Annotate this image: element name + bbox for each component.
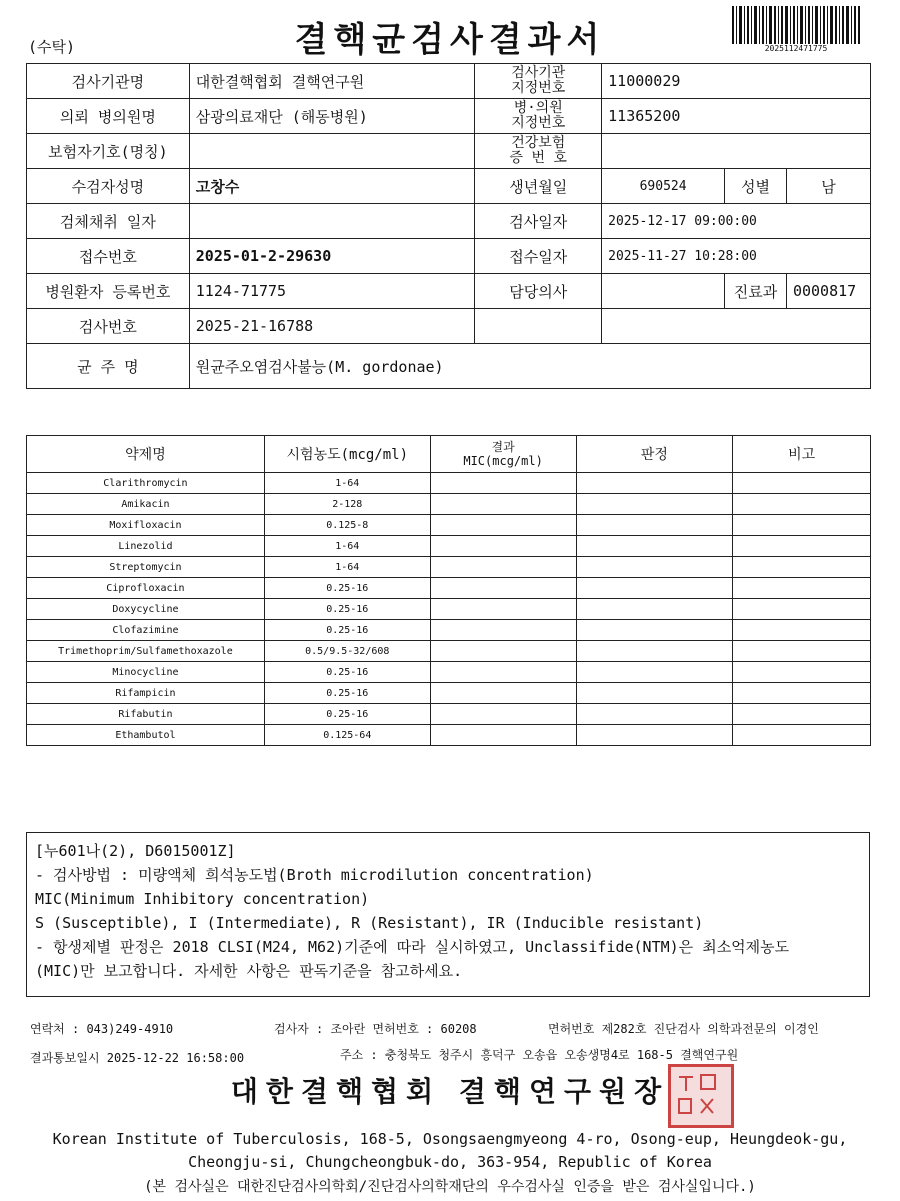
drug-cell-drug: Rifampicin [27, 683, 265, 704]
note-line: - 검사방법 : 미량액체 희석농도법(Broth microdilution concentration) [35, 866, 594, 884]
drug-cell-note [733, 494, 871, 515]
hosp-no: 11365200 [602, 99, 871, 134]
inst-no-label: 검사기관 지정번호 [475, 64, 602, 99]
birth-date: 690524 [602, 169, 725, 204]
drug-cell-judge [576, 578, 733, 599]
drug-cell-drug: Doxycycline [27, 599, 265, 620]
drug-cell-conc: 0.5/9.5-32/608 [264, 641, 430, 662]
english-address-1: Korean Institute of Tuberculosis, 168-5, Osongsaengmyeong 4-ro, Osong-eup, Heungdeok-gu, [52, 1130, 848, 1148]
drug-cell-judge [576, 599, 733, 620]
drug-table-header: 시험농도(mcg/ml) [264, 436, 430, 473]
sex: 남 [786, 169, 870, 204]
drug-cell-conc: 2-128 [264, 494, 430, 515]
table-row [27, 557, 871, 578]
institute-name: 대한결핵협회 결핵연구원장 [230, 1075, 670, 1108]
address: 주소 : 충청북도 청주시 흥덕구 오송읍 오송생명4로 168-5 결핵연구원 [340, 1048, 739, 1062]
hosp-no-label: 병·의원 지정번호 [475, 99, 602, 134]
note-line: S (Susceptible), I (Intermediate), R (Resistant), IR (Inducible resistant) [35, 914, 704, 932]
drug-table [26, 435, 871, 746]
drug-cell-note [733, 683, 871, 704]
drug-cell-note [733, 599, 871, 620]
drug-cell-conc: 0.125-64 [264, 725, 430, 746]
req-hosp-label: 의뢰 병의원명 [27, 99, 190, 134]
inst-name-label: 검사기관명 [27, 64, 190, 99]
drug-cell-mic [430, 599, 576, 620]
drug-table-header: 결과 MIC(mcg/ml) [430, 436, 576, 473]
table-row [27, 641, 871, 662]
drug-cell-note [733, 620, 871, 641]
note-line: [누601나(2), D6015001Z] [35, 842, 236, 860]
test-date-label: 검사일자 [475, 204, 602, 239]
table-row [27, 704, 871, 725]
table-row [27, 620, 871, 641]
drug-cell-drug: Amikacin [27, 494, 265, 515]
sex-label: 성별 [725, 169, 787, 204]
notes-box [26, 832, 870, 997]
drug-cell-drug: Ciprofloxacin [27, 578, 265, 599]
drug-cell-judge [576, 557, 733, 578]
drug-cell-conc: 1-64 [264, 557, 430, 578]
table-row [27, 725, 871, 746]
drug-cell-mic [430, 641, 576, 662]
drug-cell-note [733, 515, 871, 536]
drug-cell-conc: 1-64 [264, 473, 430, 494]
strain-label: 균 주 명 [27, 344, 190, 389]
reg-no: 1124-71775 [189, 274, 475, 309]
receipt-date: 2025-11-27 10:28:00 [602, 239, 871, 274]
drug-cell-mic [430, 494, 576, 515]
inst-name: 대한결핵협회 결핵연구원 [189, 64, 475, 99]
drug-cell-drug: Moxifloxacin [27, 515, 265, 536]
english-address-2: Cheongju-si, Chungcheongbuk-do, 363-954, Republic of Korea [188, 1153, 712, 1171]
drug-cell-mic [430, 725, 576, 746]
table-row [27, 683, 871, 704]
examiner: 검사자 : 조아란 면허번호 : 60208 [274, 1022, 477, 1036]
drug-cell-judge [576, 662, 733, 683]
drug-cell-judge [576, 536, 733, 557]
report-date: 결과통보일시 2025-12-22 16:58:00 [30, 1051, 245, 1065]
test-no-label: 검사번호 [27, 309, 190, 344]
document-tag: (수탁) [28, 38, 76, 56]
drug-cell-drug: Streptomycin [27, 557, 265, 578]
strain-name: 원균주오염검사불능(M. gordonae) [189, 344, 870, 389]
drug-cell-judge [576, 704, 733, 725]
drug-cell-mic [430, 578, 576, 599]
table-row [27, 473, 871, 494]
drug-table-header: 비고 [733, 436, 871, 473]
drug-cell-note [733, 536, 871, 557]
table-row [27, 536, 871, 557]
table-row [27, 599, 871, 620]
barcode-icon [732, 6, 860, 44]
receipt-no: 2025-01-2-29630 [189, 239, 475, 274]
drug-cell-drug: Ethambutol [27, 725, 265, 746]
table-row [27, 515, 871, 536]
insured-label: 보험자기호(명칭) [27, 134, 190, 169]
reg-no-label: 병원환자 등록번호 [27, 274, 190, 309]
drug-cell-conc: 0.25-16 [264, 704, 430, 725]
note-line: MIC(Minimum Inhibitory concentration) [35, 890, 370, 908]
license: 면허번호 제282호 진단검사 의학과전문의 이경인 [548, 1022, 819, 1036]
receipt-date-label: 접수일자 [475, 239, 602, 274]
drug-cell-conc: 1-64 [264, 536, 430, 557]
drug-cell-conc: 0.125-8 [264, 515, 430, 536]
health-no [602, 134, 871, 169]
dept: 0000817 [786, 274, 870, 309]
test-date: 2025-12-17 09:00:00 [602, 204, 871, 239]
drug-cell-note [733, 704, 871, 725]
drug-cell-judge [576, 494, 733, 515]
table-row [27, 494, 871, 515]
drug-cell-note [733, 473, 871, 494]
drug-table-header: 약제명 [27, 436, 265, 473]
blank-cell [602, 309, 871, 344]
birth-label: 생년월일 [475, 169, 602, 204]
test-no: 2025-21-16788 [189, 309, 475, 344]
drug-cell-note [733, 557, 871, 578]
note-line: (MIC)만 보고합니다. 자세한 사항은 판독기준을 참고하세요. [35, 962, 463, 980]
drug-cell-drug: Rifabutin [27, 704, 265, 725]
page-title: 결핵균검사결과서 [294, 20, 606, 60]
table-row [27, 662, 871, 683]
info-table [26, 63, 871, 389]
drug-cell-mic [430, 704, 576, 725]
drug-cell-judge [576, 683, 733, 704]
contact: 연락처 : 043)249-4910 [30, 1022, 174, 1036]
drug-cell-conc: 0.25-16 [264, 599, 430, 620]
certification-note: (본 검사실은 대한진단검사의학회/진단검사의학재단의 우수검사실 인증을 받은 검사실입니다.) [144, 1179, 756, 1195]
drug-cell-note [733, 641, 871, 662]
drug-cell-mic [430, 473, 576, 494]
drug-cell-drug: Linezolid [27, 536, 265, 557]
patient-name: 고창수 [189, 169, 475, 204]
drug-cell-conc: 0.25-16 [264, 662, 430, 683]
table-row [27, 578, 871, 599]
drug-cell-drug: Trimethoprim/Sulfamethoxazole [27, 641, 265, 662]
drug-cell-judge [576, 641, 733, 662]
drug-cell-note [733, 578, 871, 599]
drug-cell-judge [576, 473, 733, 494]
drug-cell-mic [430, 683, 576, 704]
insured [189, 134, 475, 169]
drug-cell-mic [430, 515, 576, 536]
collect-label: 검체채취 일자 [27, 204, 190, 239]
drug-cell-judge [576, 725, 733, 746]
drug-cell-drug: Minocycline [27, 662, 265, 683]
doctor [602, 274, 725, 309]
drug-cell-conc: 0.25-16 [264, 578, 430, 599]
blank-cell [475, 309, 602, 344]
drug-cell-note [733, 662, 871, 683]
drug-table-header: 판정 [576, 436, 733, 473]
health-no-label: 건강보험 증 번 호 [475, 134, 602, 169]
inst-no: 11000029 [602, 64, 871, 99]
note-line: - 항생제별 판정은 2018 CLSI(M24, M62)기준에 따라 실시하였고, Unclassifide(NTM)은 최소억제농도 [35, 938, 790, 956]
drug-cell-conc: 0.25-16 [264, 683, 430, 704]
drug-cell-drug: Clarithromycin [27, 473, 265, 494]
drug-cell-mic [430, 620, 576, 641]
drug-cell-conc: 0.25-16 [264, 620, 430, 641]
barcode-number: 2025112471775 [764, 44, 828, 53]
drug-cell-mic [430, 536, 576, 557]
collect-date [189, 204, 475, 239]
drug-cell-mic [430, 662, 576, 683]
drug-cell-drug: Clofazimine [27, 620, 265, 641]
drug-cell-mic [430, 557, 576, 578]
dept-label: 진료과 [725, 274, 787, 309]
drug-cell-judge [576, 515, 733, 536]
receipt-no-label: 접수번호 [27, 239, 190, 274]
drug-cell-note [733, 725, 871, 746]
req-hosp: 삼광의료재단 (해동병원) [189, 99, 475, 134]
patient-label: 수검자성명 [27, 169, 190, 204]
doctor-label: 담당의사 [475, 274, 602, 309]
drug-cell-judge [576, 620, 733, 641]
